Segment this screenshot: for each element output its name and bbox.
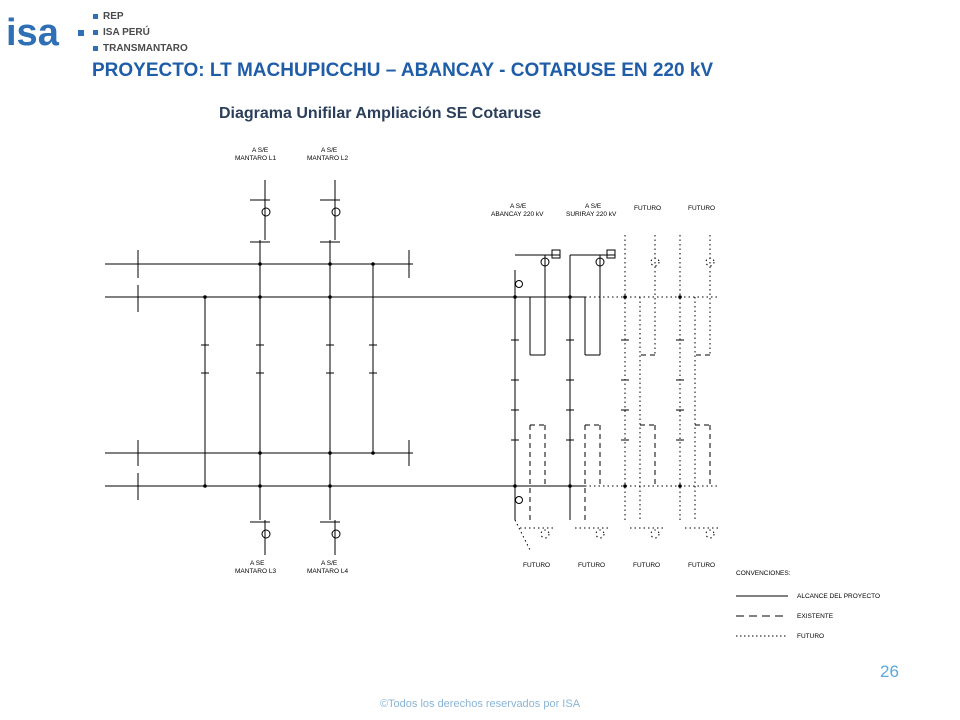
page-number: 26	[880, 662, 899, 681]
conventions-legend	[736, 570, 880, 640]
legend-title: CONVENCIONES:	[736, 570, 791, 577]
legend-item: FUTURO	[797, 633, 825, 640]
company-item: TRANSMANTARO	[93, 40, 188, 56]
feeder-label: MANTARO L1	[235, 155, 277, 162]
logo-text: isa	[6, 12, 59, 52]
feeder-label: FUTURO	[523, 562, 551, 569]
page-title: PROYECTO: LT MACHUPICCHU – ABANCAY - COTARUSE EN 220 kV	[92, 60, 714, 81]
feeder-label: FUTURO	[688, 562, 716, 569]
feeder-label: A S/E	[252, 147, 269, 154]
feeder-label: A SE	[250, 560, 265, 567]
feeder-label: FUTURO	[633, 562, 661, 569]
feeder-label: FUTURO	[634, 205, 662, 212]
company-item: REP	[93, 8, 188, 24]
copyright-footer: ©Todos los derechos reservados por ISA	[379, 698, 581, 710]
feeder-label: SURIRAY 220 kV	[566, 211, 617, 218]
feeder-label: FUTURO	[688, 205, 716, 212]
feeder-label: A S/E	[510, 203, 527, 210]
feeder-label: A S/E	[321, 560, 338, 567]
feeder-label: A S/E	[321, 147, 338, 154]
feeder-label: FUTURO	[578, 562, 606, 569]
feeder-label: MANTARO L3	[235, 568, 277, 575]
feeder-label: MANTARO L4	[307, 568, 349, 575]
legend-item: ALCANCE DEL PROYECTO	[797, 593, 881, 600]
feeder-label: ABANCAY 220 kV	[491, 211, 544, 218]
feeder-label: MANTARO L2	[307, 155, 349, 162]
company-item: ISA PERÚ	[93, 24, 188, 40]
legend-item: EXISTENTE	[797, 613, 834, 620]
feeder-label: A S/E	[585, 203, 602, 210]
diagram-subtitle: Diagrama Unifilar Ampliación SE Cotaruse	[219, 105, 542, 122]
